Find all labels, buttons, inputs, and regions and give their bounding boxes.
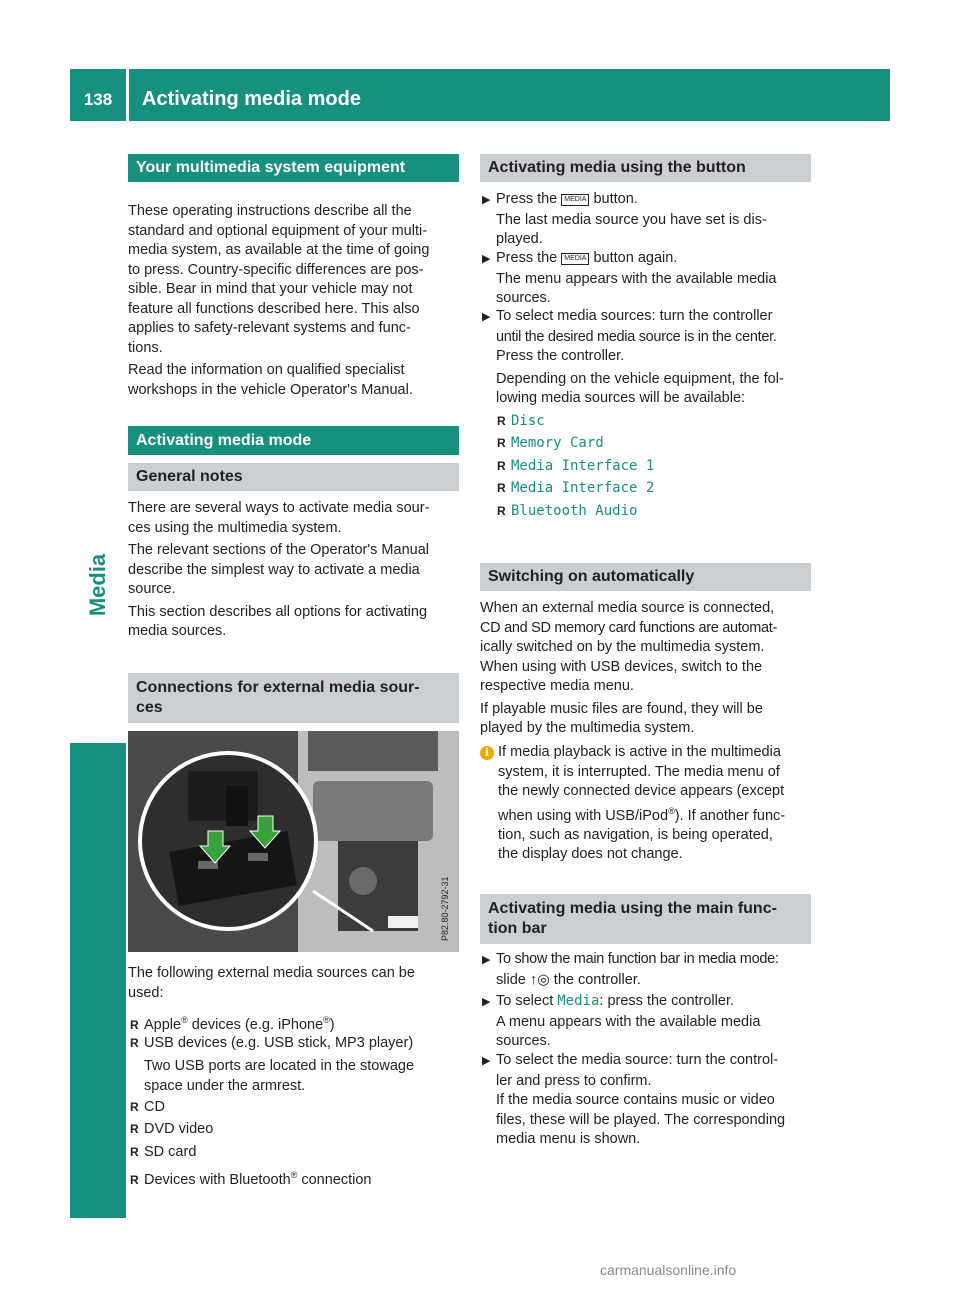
list-item: R DVD video <box>130 1121 214 1137</box>
header-divider <box>126 69 129 121</box>
section-title-main-function-bar: Activating media using the main func- tion bar <box>480 894 811 944</box>
usb-ports-photo <box>128 731 459 952</box>
section-title-connections: Connections for external media sour- ces <box>128 673 459 723</box>
step-press-media-again: ▶ Press the MEDIA button again. The menu appears with the available media sources. <box>482 250 777 306</box>
source-disc: R Disc <box>497 413 545 429</box>
info-note: i If media playback is active in the multimedia system, it is interrupted. The media menu of the newly connected device appears (except when using with USB/iPod®). If another func- tion, such as navigation, is being operated, the display does not change. <box>480 743 815 865</box>
media-button-icon: MEDIA <box>561 194 589 206</box>
section-title-activating-button: Activating media using the button <box>480 154 811 182</box>
step-select-media: ▶ To select Media: press the controller. A menu appears with the available media sources. <box>482 993 761 1049</box>
list-item: R SD card <box>130 1144 197 1160</box>
photo-code: P82.80-2792-31 <box>440 876 450 941</box>
section-title-activating-media-mode: Activating media mode <box>128 426 459 455</box>
page-number: 138 <box>83 90 113 109</box>
general-notes-paragraph: There are several ways to activate media sour- ces using the multimedia system. The relevant sections of the Operator's Manual describe the simplest way to activate a media source. This section describes all options for activating media sources. <box>128 500 430 639</box>
section-title-equipment: Your multimedia system equipment <box>128 154 459 182</box>
list-item: R Devices with Bluetooth® connection <box>130 1170 372 1188</box>
step-select-media-source: ▶ To select the media source: turn the control- ler and press to confirm. If the media source contains music or video files, these will be played. The corresponding media menu is shown. <box>482 1052 786 1147</box>
list-item: R USB devices (e.g. USB stick, MP3 player) <box>130 1035 414 1051</box>
source-media-interface-1: R Media Interface 1 <box>497 458 655 474</box>
step-select-source: ▶ To select media sources: turn the controller until the desired media source is in the center. Press the controller. Depending on the vehicle equipment, the fol- lowing media sources will be available: <box>482 308 784 406</box>
list-item: R Apple® devices (e.g. iPhone®) <box>130 1015 335 1033</box>
watermark: carmanualsonline.info <box>600 1262 737 1278</box>
source-bluetooth-audio: R Bluetooth Audio <box>497 503 638 519</box>
section-title-switching-on: Switching on automatically <box>480 563 811 591</box>
media-button-icon: MEDIA <box>561 253 589 265</box>
side-tab-block <box>70 743 126 1218</box>
info-icon: i <box>480 746 494 760</box>
equipment-paragraph: These operating instructions describe all the standard and optional equipment of your multi- media system, as available at the time of going to press. Country-specific differences are pos- sible. Bear in mind that your vehicle may not feature all functions described here. This also applies to safety-relevant systems and func- tions. Read the information on qualified specialist workshops in the vehicle Operator's Manual. <box>128 203 430 398</box>
usb-note: Two USB ports are located in the stowage space under the armrest. <box>144 1058 415 1094</box>
list-item: R CD <box>130 1099 165 1115</box>
source-memory-card: R Memory Card <box>497 435 604 451</box>
switching-paragraph: When an external media source is connected, CD and SD memory card functions are automat- ically switched on by the multimedia system. When using with USB devices, switch to the respective media menu. If playable music files are found, they will be played by the multimedia system. <box>480 600 778 736</box>
controller-slide-icon: ↑◎ <box>529 971 550 988</box>
step-press-media: ▶ Press the MEDIA button. The last media source you have set is dis- played. <box>482 191 767 247</box>
external-sources-intro: The following external media sources can be used: <box>128 965 415 1001</box>
page-title: Activating media mode <box>142 88 361 110</box>
step-show-function-bar: ▶ To show the main function bar in media mode: slide ↑◎ the controller. <box>482 951 779 988</box>
section-title-general-notes: General notes <box>128 463 459 491</box>
source-media-interface-2: R Media Interface 2 <box>497 480 655 496</box>
side-tab-label: Media <box>85 553 110 617</box>
